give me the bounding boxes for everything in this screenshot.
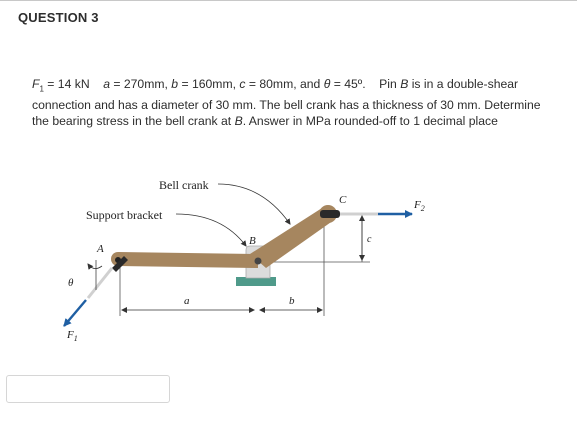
label-bell-crank: Bell crank xyxy=(159,178,209,192)
question-title: QUESTION 3 xyxy=(18,10,99,25)
F1-value: = 14 kN xyxy=(43,77,104,91)
label-theta: θ xyxy=(68,277,74,289)
problem-line-2: connection and has a diameter of 30 mm. The bell crank has a thickness of 30 mm. Determine xyxy=(32,98,541,113)
pin-B xyxy=(255,258,262,265)
theta-value: = 45º. Pin xyxy=(330,77,401,91)
label-support-bracket: Support bracket xyxy=(86,208,163,222)
label-c: c xyxy=(367,234,372,245)
support-bracket-leader xyxy=(176,214,246,246)
bell-crank-figure xyxy=(38,170,438,360)
answer-input[interactable] xyxy=(6,375,170,403)
label-C: C xyxy=(339,194,347,206)
label-A: A xyxy=(97,243,104,255)
F1-arrow xyxy=(64,300,86,326)
a-value: = 270mm, xyxy=(109,77,172,91)
F1-subscript: 1 xyxy=(39,84,44,94)
line1-tail: is in a double-shear xyxy=(408,77,519,91)
top-divider xyxy=(0,0,577,1)
label-a: a xyxy=(184,295,190,307)
problem-line-3 xyxy=(32,113,577,129)
F1-symbol: F xyxy=(32,77,40,91)
line3-tail: . Answer in MPa rounded-off to 1 decimal place xyxy=(242,114,498,129)
line3-B-symbol: B xyxy=(234,114,243,129)
pin-B-symbol: B xyxy=(400,77,409,91)
label-B: B xyxy=(249,235,256,247)
bell-crank-leader xyxy=(218,184,290,224)
c-value: = 80mm, and xyxy=(245,77,324,91)
label-b: b xyxy=(289,295,295,307)
b-value: = 160mm, xyxy=(178,77,240,91)
line3-head: the bearing stress in the bell crank at xyxy=(32,114,235,129)
problem-line-1 xyxy=(32,76,577,97)
a-symbol: a xyxy=(103,77,110,91)
b-symbol: b xyxy=(171,77,179,91)
label-F1: $F_1$ xyxy=(67,329,78,343)
crank-arm-long xyxy=(118,252,258,268)
label-F2: $F_2$ xyxy=(414,199,425,213)
c-symbol: c xyxy=(239,77,246,91)
link-at-C xyxy=(320,210,340,218)
theta-symbol: θ xyxy=(323,77,331,91)
F1-line xyxy=(88,268,112,298)
theta-arc xyxy=(88,264,102,269)
problem-statement xyxy=(32,76,577,129)
